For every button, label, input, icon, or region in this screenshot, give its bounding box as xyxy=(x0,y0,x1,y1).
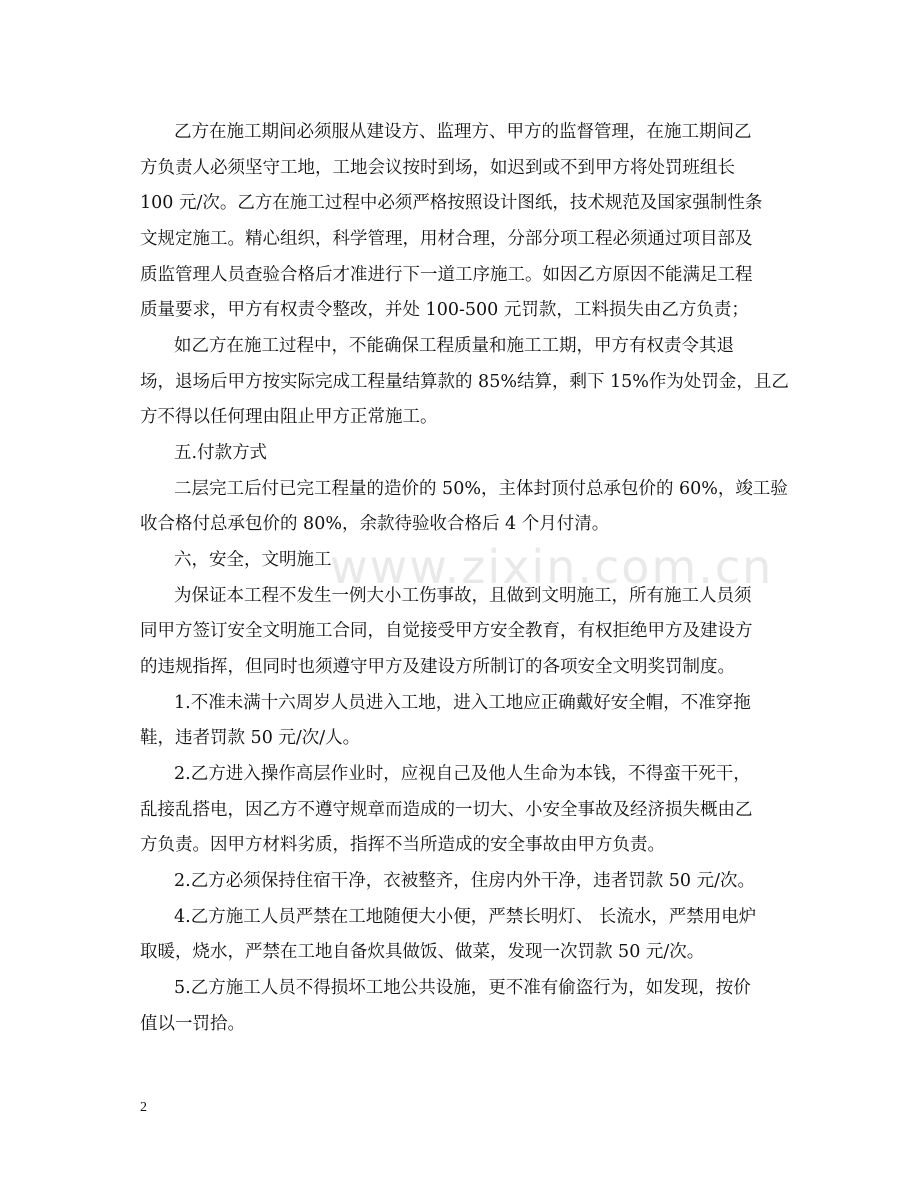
list-item-line: 取暖，烧水，严禁在工地自备炊具做饭、做菜，发现一次罚款 50 元/次。 xyxy=(140,942,705,962)
watermark: www.zixin.com.cn xyxy=(330,540,774,594)
list-item-line: 鞋，违者罚款 50 元/次/人。 xyxy=(140,728,361,748)
list-item-line: 2.乙方必须保持住宿干净，衣被整齐，住房内外干净，违者罚款 50 元/次。 xyxy=(174,871,755,891)
section-heading: 六，安全，文明施工 xyxy=(174,550,332,570)
paragraph-line: 方负责人必须坚守工地，工地会议按时到场，如迟到或不到甲方将处罚班组长 xyxy=(140,158,735,178)
page-number: 2 xyxy=(140,1100,147,1115)
paragraph-line: 收合格付总承包价的 80%，余款待验收合格后 4 个月付清。 xyxy=(140,514,610,534)
paragraph-line: 二层完工后付已完工程量的造价的 50%，主体封顶付总承包价的 60%，竣工验 xyxy=(174,479,788,499)
list-item-line: 4.乙方施工人员严禁在工地随便大小便，严禁长明灯、 长流水，严禁用电炉 xyxy=(174,907,757,927)
paragraph-line: 质量要求，甲方有权责令整改，并处 100-500 元罚款，工料损失由乙方负责； xyxy=(140,300,749,320)
paragraph-line: 质监管理人员查验合格后才准进行下一道工序施工。如因乙方原因不能满足工程 xyxy=(140,265,753,285)
paragraph-line: 如乙方在施工过程中，不能确保工程质量和施工工期，甲方有权责令其退 xyxy=(174,336,734,356)
paragraph-line: 同甲方签订安全文明施工合同，自觉接受甲方安全教育，有权拒绝甲方及建设方 xyxy=(140,621,753,641)
list-item-line: 1.不准未满十六周岁人员进入工地，进入工地应正确戴好安全帽，不准穿拖 xyxy=(174,693,751,713)
paragraph-line: 100 元/次。乙方在施工过程中必须严格按照设计图纸，技术规范及国家强制性条 xyxy=(140,193,763,213)
paragraph-line: 乙方在施工期间必须服从建设方、监理方、甲方的监督管理，在施工期间乙 xyxy=(174,122,752,142)
list-item-line: 乱接乱搭电，因乙方不遵守规章而造成的一切大、小安全事故及经济损失概由乙 xyxy=(140,800,753,820)
list-item-line: 方负责。因甲方材料劣质，指挥不当所造成的安全事故由甲方负责。 xyxy=(140,835,665,855)
paragraph-line: 为保证本工程不发生一例大小工伤事故，且做到文明施工，所有施工人员须 xyxy=(174,586,752,606)
paragraph-line: 方不得以任何理由阻止甲方正常施工。 xyxy=(140,407,438,427)
paragraph-line: 文规定施工。精心组织，科学管理，用材合理，分部分项工程必须通过项目部及 xyxy=(140,229,753,249)
section-heading: 五.付款方式 xyxy=(174,443,268,463)
list-item-line: 值以一罚拾。 xyxy=(140,1014,245,1034)
list-item-line: 5.乙方施工人员不得损坏工地公共设施，更不准有偷盗行为，如发现，按价 xyxy=(174,978,751,998)
paragraph-line: 场，退场后甲方按实际完成工程量结算款的 85%结算，剩下 15%作为处罚金，且乙 xyxy=(140,372,789,392)
list-item-line: 2.乙方进入操作高层作业时，应视自己及他人生命为本钱，不得蛮干死干， xyxy=(174,764,751,784)
paragraph-line: 的违规指挥，但同时也须遵守甲方及建设方所制订的各项安全文明奖罚制度。 xyxy=(140,657,735,677)
